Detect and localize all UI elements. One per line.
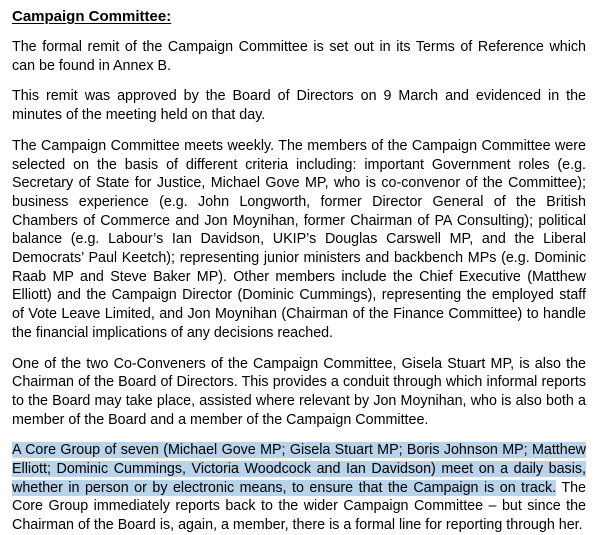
paragraph-remit: The formal remit of the Campaign Committee is set out in its Terms of Reference which can be found in Annex B. xyxy=(12,39,586,74)
paragraph-core-group-rest: The Core Group immediately reports back to the wider Campaign Committee – but since the Chairman of the Board is, again, a member, there is a formal line for reporting through her. xyxy=(12,479,586,534)
paragraph-co-conveners: One of the two Co-Conveners of the Campaign Committee, Gisela Stuart MP, is also the Chairman of the Board of Directors. This provides a conduit through which informal reports to the Board may take place, assisted where relevant by Jon Moynihan, who is also both a member of the Board and a member of the Campaign Committee. xyxy=(12,355,586,428)
paragraph-membership: The Campaign Committee meets weekly. The members of the Campaign Committee were selected on the basis of different criteria including: important Government roles (e.g. Secretary of State for Justice, Michael Gove MP, who is co-convenor of the Committee); business experience (e.g. John Longworth, former Director General of the British Chambers of Commerce and Jon Moynihan, former Chairman of PA Consulting); political balance (e.g. Labour’s Ian Davidson, UKIP’s Douglas Carswell MP, and the Liberal Democrats’ Paul Keetch); representing junior ministers and backbench MPs (e.g. Dominic Raab MP and Steve Baker MP). Other members include the Chief Executive (Matthew Elliott) and the Campaign Director (Dominic Cummings), representing the employed staff of Vote Leave Limited, and Jon Moynihan (Chairman of the Finance Committee) to handle the financial implications of any decisions reached. xyxy=(12,137,586,341)
paragraph-approval: This remit was approved by the Board of Directors on 9 March and evidenced in the minutes of the meeting held on that day. xyxy=(12,88,586,124)
section-heading: Campaign Committee: xyxy=(12,8,172,25)
highlighted-text-selection[interactable]: A Core Group of seven (Michael Gove MP; Gisela Stuart MP; Boris Johnson MP; Matthew Elliott; Dominic Cummings, Victoria Woodcock and Ian Davidson) meet on a daily basis, whether in person or by electronic means, to ensure that the Campaign is on track. xyxy=(12,442,586,496)
paragraph-core-group xyxy=(12,441,586,535)
